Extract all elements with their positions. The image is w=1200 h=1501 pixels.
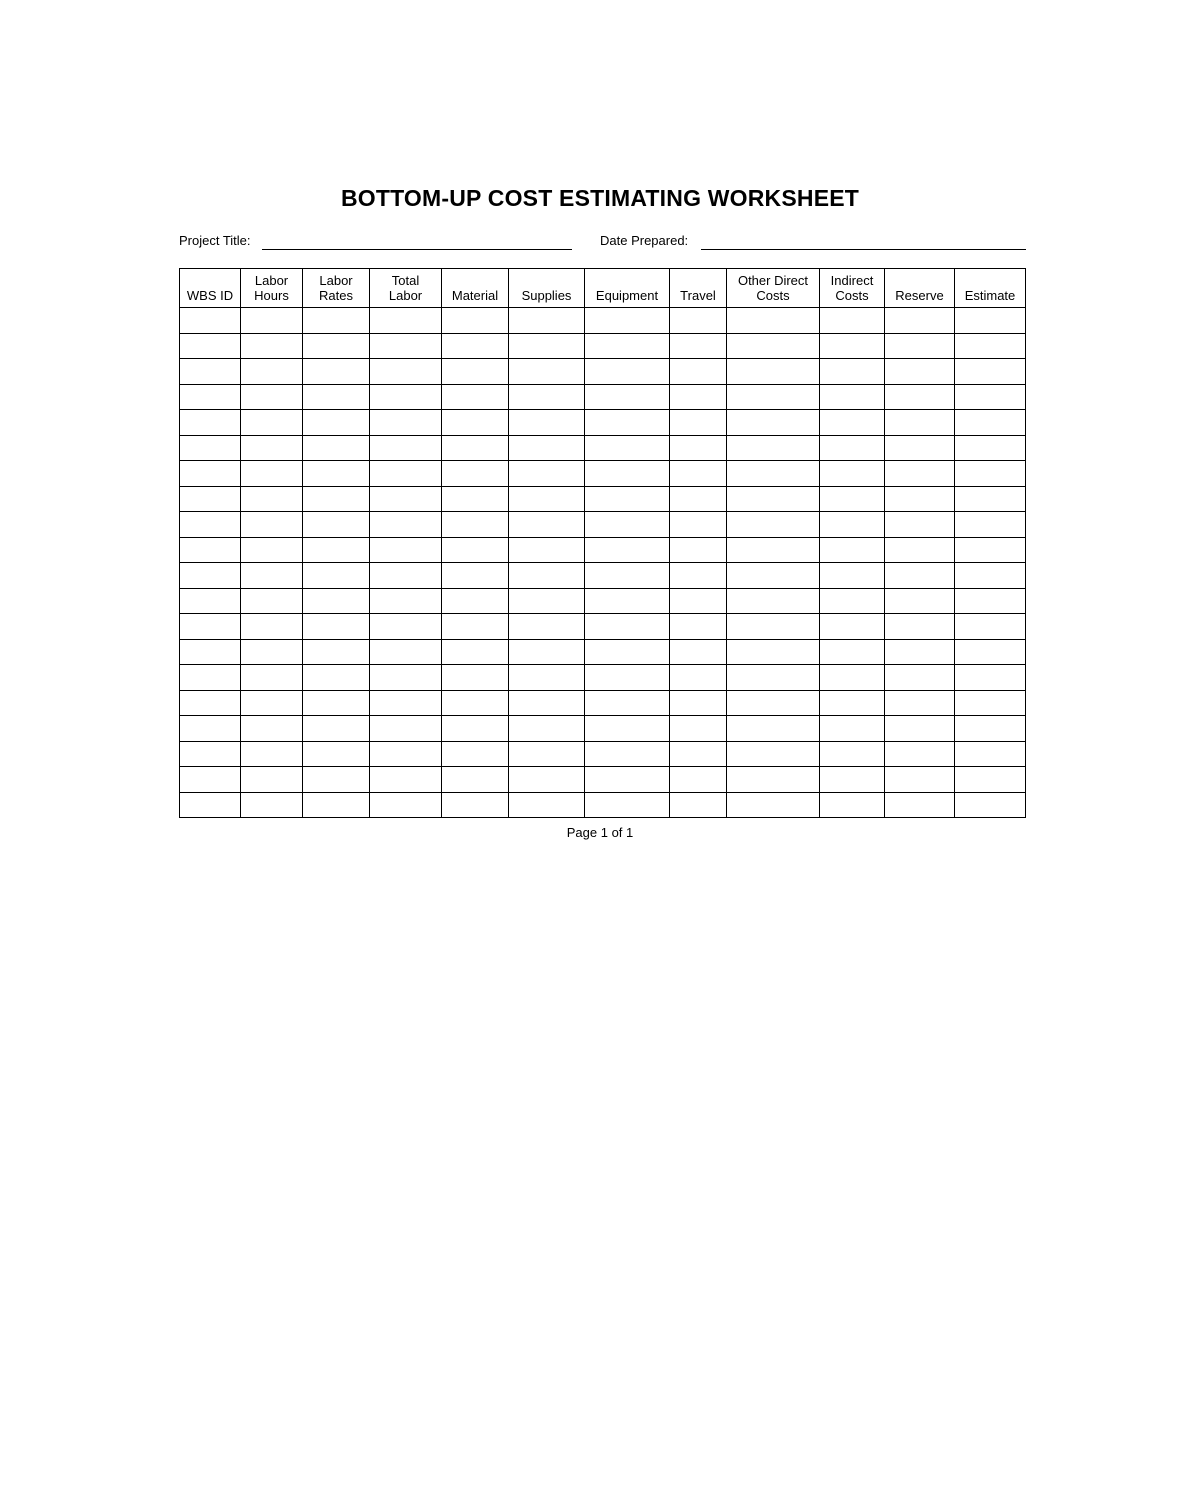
cell-wbs-id[interactable] — [180, 486, 241, 512]
cell-labor-hours[interactable] — [241, 333, 303, 359]
cell-supplies[interactable] — [509, 537, 585, 563]
cell-indirect-costs[interactable] — [820, 741, 885, 767]
table-row — [180, 435, 1026, 461]
column-header-estimate — [955, 269, 1026, 308]
cell-other-direct-costs[interactable] — [727, 435, 820, 461]
cell-material[interactable] — [442, 767, 509, 793]
cell-total-labor[interactable] — [370, 588, 442, 614]
cell-labor-hours[interactable] — [241, 792, 303, 818]
cell-material[interactable] — [442, 486, 509, 512]
table-row — [180, 512, 1026, 538]
cell-material[interactable] — [442, 792, 509, 818]
cell-indirect-costs[interactable] — [820, 410, 885, 436]
cell-reserve[interactable] — [885, 410, 955, 436]
worksheet-title: BOTTOM-UP COST ESTIMATING WORKSHEET — [340, 185, 860, 211]
cell-total-labor[interactable] — [370, 614, 442, 640]
cell-labor-hours[interactable] — [241, 690, 303, 716]
cell-labor-rates[interactable] — [303, 359, 370, 385]
cell-labor-hours[interactable] — [241, 410, 303, 436]
cell-reserve[interactable] — [885, 308, 955, 334]
cell-labor-rates[interactable] — [303, 588, 370, 614]
cell-estimate[interactable] — [955, 537, 1026, 563]
cell-labor-hours[interactable] — [241, 588, 303, 614]
cell-indirect-costs[interactable] — [820, 512, 885, 538]
cell-equipment[interactable] — [585, 537, 670, 563]
cell-reserve[interactable] — [885, 588, 955, 614]
cell-total-labor[interactable] — [370, 690, 442, 716]
column-header-equipment — [585, 269, 670, 308]
cell-labor-rates[interactable] — [303, 792, 370, 818]
cell-labor-hours[interactable] — [241, 384, 303, 410]
column-header-reserve — [885, 269, 955, 308]
cell-equipment[interactable] — [585, 563, 670, 589]
column-header-supplies — [509, 269, 585, 308]
cell-material[interactable] — [442, 512, 509, 538]
cell-equipment[interactable] — [585, 308, 670, 334]
cell-equipment[interactable] — [585, 690, 670, 716]
cell-labor-rates[interactable] — [303, 537, 370, 563]
column-header-text: Total — [391, 273, 420, 288]
cell-labor-rates[interactable] — [303, 665, 370, 691]
cell-reserve[interactable] — [885, 435, 955, 461]
cell-equipment[interactable] — [585, 767, 670, 793]
column-header-text: Labor — [319, 273, 353, 288]
cell-estimate[interactable] — [955, 512, 1026, 538]
cell-labor-rates[interactable] — [303, 308, 370, 334]
cell-total-labor[interactable] — [370, 537, 442, 563]
cell-supplies[interactable] — [509, 486, 585, 512]
cell-supplies[interactable] — [509, 461, 585, 487]
cell-other-direct-costs[interactable] — [727, 537, 820, 563]
column-header-text: Costs — [835, 288, 869, 303]
cell-estimate[interactable] — [955, 690, 1026, 716]
column-header-text: WBS ID — [186, 288, 234, 303]
cell-reserve[interactable] — [885, 741, 955, 767]
cell-reserve[interactable] — [885, 384, 955, 410]
cell-equipment[interactable] — [585, 665, 670, 691]
cell-travel[interactable] — [670, 410, 727, 436]
cell-reserve[interactable] — [885, 512, 955, 538]
cell-reserve[interactable] — [885, 639, 955, 665]
cell-estimate[interactable] — [955, 308, 1026, 334]
cell-labor-hours[interactable] — [241, 512, 303, 538]
column-header-text: Labor — [388, 288, 423, 303]
cell-indirect-costs[interactable] — [820, 614, 885, 640]
cell-estimate[interactable] — [955, 716, 1026, 742]
column-header-text: Material — [451, 288, 499, 303]
cost-estimate-table — [179, 268, 1026, 818]
cell-labor-hours[interactable] — [241, 716, 303, 742]
cell-indirect-costs[interactable] — [820, 639, 885, 665]
cell-other-direct-costs[interactable] — [727, 690, 820, 716]
cell-material[interactable] — [442, 588, 509, 614]
cell-material[interactable] — [442, 690, 509, 716]
cell-wbs-id[interactable] — [180, 563, 241, 589]
cell-material[interactable] — [442, 333, 509, 359]
table-row — [180, 639, 1026, 665]
cell-labor-rates[interactable] — [303, 614, 370, 640]
column-header-text: Reserve — [895, 288, 944, 303]
project-title-label: Project Title: — [179, 233, 251, 248]
cell-equipment[interactable] — [585, 435, 670, 461]
cell-other-direct-costs[interactable] — [727, 512, 820, 538]
table-header-row — [180, 269, 1026, 308]
cell-labor-rates[interactable] — [303, 741, 370, 767]
cell-total-labor[interactable] — [370, 486, 442, 512]
cell-indirect-costs[interactable] — [820, 461, 885, 487]
cell-reserve[interactable] — [885, 563, 955, 589]
cell-labor-hours[interactable] — [241, 767, 303, 793]
cell-travel[interactable] — [670, 537, 727, 563]
cell-reserve[interactable] — [885, 690, 955, 716]
cell-supplies[interactable] — [509, 741, 585, 767]
column-header-text: Hours — [254, 288, 289, 303]
cell-supplies[interactable] — [509, 639, 585, 665]
cell-reserve[interactable] — [885, 333, 955, 359]
cell-labor-rates[interactable] — [303, 563, 370, 589]
cell-labor-hours[interactable] — [241, 537, 303, 563]
cell-labor-hours[interactable] — [241, 486, 303, 512]
cell-supplies[interactable] — [509, 690, 585, 716]
cell-supplies[interactable] — [509, 563, 585, 589]
cell-reserve[interactable] — [885, 359, 955, 385]
cell-total-labor[interactable] — [370, 792, 442, 818]
cell-labor-hours[interactable] — [241, 741, 303, 767]
cell-estimate[interactable] — [955, 461, 1026, 487]
cell-other-direct-costs[interactable] — [727, 792, 820, 818]
cell-supplies[interactable] — [509, 308, 585, 334]
cell-equipment[interactable] — [585, 410, 670, 436]
column-header-text: Supplies — [521, 288, 572, 303]
cell-estimate[interactable] — [955, 384, 1026, 410]
column-header-wbs-id — [180, 269, 241, 308]
cell-wbs-id[interactable] — [180, 384, 241, 410]
table-row — [180, 486, 1026, 512]
cell-total-labor[interactable] — [370, 563, 442, 589]
cell-wbs-id[interactable] — [180, 410, 241, 436]
cell-estimate[interactable] — [955, 767, 1026, 793]
cell-material[interactable] — [442, 435, 509, 461]
cell-labor-hours[interactable] — [241, 614, 303, 640]
cell-material[interactable] — [442, 537, 509, 563]
cell-equipment[interactable] — [585, 512, 670, 538]
cell-estimate[interactable] — [955, 359, 1026, 385]
cell-reserve[interactable] — [885, 716, 955, 742]
cell-wbs-id[interactable] — [180, 333, 241, 359]
column-header-text: Travel — [680, 288, 716, 303]
cell-equipment[interactable] — [585, 716, 670, 742]
cell-supplies[interactable] — [509, 767, 585, 793]
cell-supplies[interactable] — [509, 410, 585, 436]
cell-indirect-costs[interactable] — [820, 333, 885, 359]
cell-wbs-id[interactable] — [180, 512, 241, 538]
cell-other-direct-costs[interactable] — [727, 486, 820, 512]
cell-travel[interactable] — [670, 614, 727, 640]
table-row — [180, 359, 1026, 385]
cell-indirect-costs[interactable] — [820, 665, 885, 691]
cell-total-labor[interactable] — [370, 665, 442, 691]
cell-other-direct-costs[interactable] — [727, 639, 820, 665]
cell-material[interactable] — [442, 665, 509, 691]
cell-estimate[interactable] — [955, 563, 1026, 589]
cell-equipment[interactable] — [585, 741, 670, 767]
cell-total-labor[interactable] — [370, 435, 442, 461]
cell-material[interactable] — [442, 359, 509, 385]
cell-labor-rates[interactable] — [303, 435, 370, 461]
cell-wbs-id[interactable] — [180, 537, 241, 563]
table-row — [180, 384, 1026, 410]
cell-wbs-id[interactable] — [180, 588, 241, 614]
cell-total-labor[interactable] — [370, 461, 442, 487]
cell-travel[interactable] — [670, 333, 727, 359]
cell-wbs-id[interactable] — [180, 665, 241, 691]
cell-labor-hours[interactable] — [241, 359, 303, 385]
cell-other-direct-costs[interactable] — [727, 359, 820, 385]
cell-travel[interactable] — [670, 741, 727, 767]
cell-travel[interactable] — [670, 767, 727, 793]
table-row — [180, 461, 1026, 487]
cell-indirect-costs[interactable] — [820, 716, 885, 742]
cell-total-labor[interactable] — [370, 333, 442, 359]
cell-total-labor[interactable] — [370, 384, 442, 410]
cell-labor-rates[interactable] — [303, 716, 370, 742]
cell-indirect-costs[interactable] — [820, 588, 885, 614]
cell-supplies[interactable] — [509, 435, 585, 461]
cell-wbs-id[interactable] — [180, 359, 241, 385]
cell-reserve[interactable] — [885, 461, 955, 487]
table-row — [180, 614, 1026, 640]
cell-travel[interactable] — [670, 639, 727, 665]
cell-equipment[interactable] — [585, 486, 670, 512]
cell-labor-hours[interactable] — [241, 461, 303, 487]
column-header-material — [442, 269, 509, 308]
cell-equipment[interactable] — [585, 384, 670, 410]
cell-labor-hours[interactable] — [241, 308, 303, 334]
cell-indirect-costs[interactable] — [820, 384, 885, 410]
column-header-labor-rates — [303, 269, 370, 308]
cell-wbs-id[interactable] — [180, 767, 241, 793]
cell-reserve[interactable] — [885, 486, 955, 512]
column-header-travel — [670, 269, 727, 308]
cell-supplies[interactable] — [509, 512, 585, 538]
cell-wbs-id[interactable] — [180, 741, 241, 767]
column-header-text: Labor — [254, 273, 289, 288]
table-row — [180, 588, 1026, 614]
cell-supplies[interactable] — [509, 716, 585, 742]
cell-supplies[interactable] — [509, 384, 585, 410]
cell-material[interactable] — [442, 384, 509, 410]
cell-reserve[interactable] — [885, 767, 955, 793]
cell-material[interactable] — [442, 410, 509, 436]
cell-travel[interactable] — [670, 665, 727, 691]
cell-equipment[interactable] — [585, 614, 670, 640]
cell-supplies[interactable] — [509, 588, 585, 614]
cell-total-labor[interactable] — [370, 639, 442, 665]
column-header-labor-hours — [241, 269, 303, 308]
cell-travel[interactable] — [670, 486, 727, 512]
cell-total-labor[interactable] — [370, 767, 442, 793]
cell-travel[interactable] — [670, 435, 727, 461]
cell-other-direct-costs[interactable] — [727, 410, 820, 436]
cell-material[interactable] — [442, 716, 509, 742]
table-body — [180, 308, 1026, 818]
cell-labor-rates[interactable] — [303, 690, 370, 716]
cell-indirect-costs[interactable] — [820, 435, 885, 461]
table-row — [180, 410, 1026, 436]
cell-wbs-id[interactable] — [180, 716, 241, 742]
cell-travel[interactable] — [670, 588, 727, 614]
cell-total-labor[interactable] — [370, 410, 442, 436]
cell-wbs-id[interactable] — [180, 690, 241, 716]
cell-other-direct-costs[interactable] — [727, 588, 820, 614]
cell-reserve[interactable] — [885, 537, 955, 563]
cell-labor-rates[interactable] — [303, 486, 370, 512]
cell-travel[interactable] — [670, 359, 727, 385]
cell-labor-rates[interactable] — [303, 639, 370, 665]
table-row — [180, 690, 1026, 716]
cell-labor-rates[interactable] — [303, 512, 370, 538]
cell-travel[interactable] — [670, 563, 727, 589]
cell-indirect-costs[interactable] — [820, 690, 885, 716]
cell-labor-hours[interactable] — [241, 665, 303, 691]
cell-estimate[interactable] — [955, 614, 1026, 640]
cell-other-direct-costs[interactable] — [727, 614, 820, 640]
cell-equipment[interactable] — [585, 792, 670, 818]
cell-reserve[interactable] — [885, 614, 955, 640]
cell-material[interactable] — [442, 741, 509, 767]
cell-supplies[interactable] — [509, 614, 585, 640]
column-header-indirect-costs — [820, 269, 885, 308]
cell-indirect-costs[interactable] — [820, 486, 885, 512]
cell-labor-hours[interactable] — [241, 639, 303, 665]
cell-material[interactable] — [442, 563, 509, 589]
cell-indirect-costs[interactable] — [820, 359, 885, 385]
cell-other-direct-costs[interactable] — [727, 563, 820, 589]
cell-supplies[interactable] — [509, 792, 585, 818]
cell-other-direct-costs[interactable] — [727, 741, 820, 767]
cell-labor-hours[interactable] — [241, 563, 303, 589]
table-row — [180, 767, 1026, 793]
table-row — [180, 665, 1026, 691]
cell-labor-rates[interactable] — [303, 461, 370, 487]
cell-other-direct-costs[interactable] — [727, 461, 820, 487]
cell-wbs-id[interactable] — [180, 792, 241, 818]
cell-supplies[interactable] — [509, 359, 585, 385]
cell-labor-rates[interactable] — [303, 384, 370, 410]
cell-travel[interactable] — [670, 716, 727, 742]
table-row — [180, 716, 1026, 742]
cell-other-direct-costs[interactable] — [727, 384, 820, 410]
cell-estimate[interactable] — [955, 792, 1026, 818]
column-header-text: Estimate — [964, 288, 1016, 303]
date-prepared-label: Date Prepared: — [600, 233, 689, 248]
cell-total-labor[interactable] — [370, 512, 442, 538]
cell-estimate[interactable] — [955, 588, 1026, 614]
cell-indirect-costs[interactable] — [820, 792, 885, 818]
cell-reserve[interactable] — [885, 665, 955, 691]
cell-other-direct-costs[interactable] — [727, 333, 820, 359]
cell-total-labor[interactable] — [370, 741, 442, 767]
cell-material[interactable] — [442, 614, 509, 640]
table-row — [180, 792, 1026, 818]
cell-estimate[interactable] — [955, 665, 1026, 691]
cell-travel[interactable] — [670, 308, 727, 334]
cell-total-labor[interactable] — [370, 308, 442, 334]
cell-other-direct-costs[interactable] — [727, 767, 820, 793]
column-header-text: Indirect — [830, 273, 874, 288]
cell-wbs-id[interactable] — [180, 639, 241, 665]
table-row — [180, 563, 1026, 589]
table-row — [180, 537, 1026, 563]
date-prepared-field[interactable] — [701, 249, 1026, 250]
cell-estimate[interactable] — [955, 741, 1026, 767]
cell-wbs-id[interactable] — [180, 308, 241, 334]
cell-total-labor[interactable] — [370, 359, 442, 385]
cell-wbs-id[interactable] — [180, 614, 241, 640]
column-header-text: Equipment — [595, 288, 659, 303]
cell-indirect-costs[interactable] — [820, 767, 885, 793]
project-title-field[interactable] — [262, 249, 572, 250]
column-header-text: Rates — [319, 288, 353, 303]
cell-equipment[interactable] — [585, 359, 670, 385]
column-header-total-labor — [370, 269, 442, 308]
table-row — [180, 741, 1026, 767]
cell-wbs-id[interactable] — [180, 461, 241, 487]
cell-reserve[interactable] — [885, 792, 955, 818]
cell-labor-rates[interactable] — [303, 410, 370, 436]
cell-travel[interactable] — [670, 792, 727, 818]
cell-travel[interactable] — [670, 461, 727, 487]
cell-equipment[interactable] — [585, 333, 670, 359]
cell-indirect-costs[interactable] — [820, 308, 885, 334]
cell-indirect-costs[interactable] — [820, 537, 885, 563]
table-row — [180, 333, 1026, 359]
cell-supplies[interactable] — [509, 333, 585, 359]
cell-other-direct-costs[interactable] — [727, 308, 820, 334]
cell-other-direct-costs[interactable] — [727, 716, 820, 742]
cell-indirect-costs[interactable] — [820, 563, 885, 589]
cell-labor-rates[interactable] — [303, 333, 370, 359]
column-header-other-direct-costs — [727, 269, 820, 308]
column-header-text: Other Direct — [737, 273, 809, 288]
table-row — [180, 308, 1026, 334]
cell-estimate[interactable] — [955, 639, 1026, 665]
cell-labor-rates[interactable] — [303, 767, 370, 793]
cell-equipment[interactable] — [585, 639, 670, 665]
cell-estimate[interactable] — [955, 333, 1026, 359]
cell-estimate[interactable] — [955, 486, 1026, 512]
cell-wbs-id[interactable] — [180, 435, 241, 461]
cell-total-labor[interactable] — [370, 716, 442, 742]
cell-other-direct-costs[interactable] — [727, 665, 820, 691]
cell-labor-hours[interactable] — [241, 435, 303, 461]
cell-material[interactable] — [442, 461, 509, 487]
column-header-text: Costs — [756, 288, 790, 303]
cell-equipment[interactable] — [585, 588, 670, 614]
cell-material[interactable] — [442, 639, 509, 665]
cell-supplies[interactable] — [509, 665, 585, 691]
cell-equipment[interactable] — [585, 461, 670, 487]
cell-travel[interactable] — [670, 690, 727, 716]
cell-material[interactable] — [442, 308, 509, 334]
cell-estimate[interactable] — [955, 435, 1026, 461]
cell-estimate[interactable] — [955, 410, 1026, 436]
cell-travel[interactable] — [670, 384, 727, 410]
cell-travel[interactable] — [670, 512, 727, 538]
page-number: Page 1 of 1 — [566, 825, 634, 840]
